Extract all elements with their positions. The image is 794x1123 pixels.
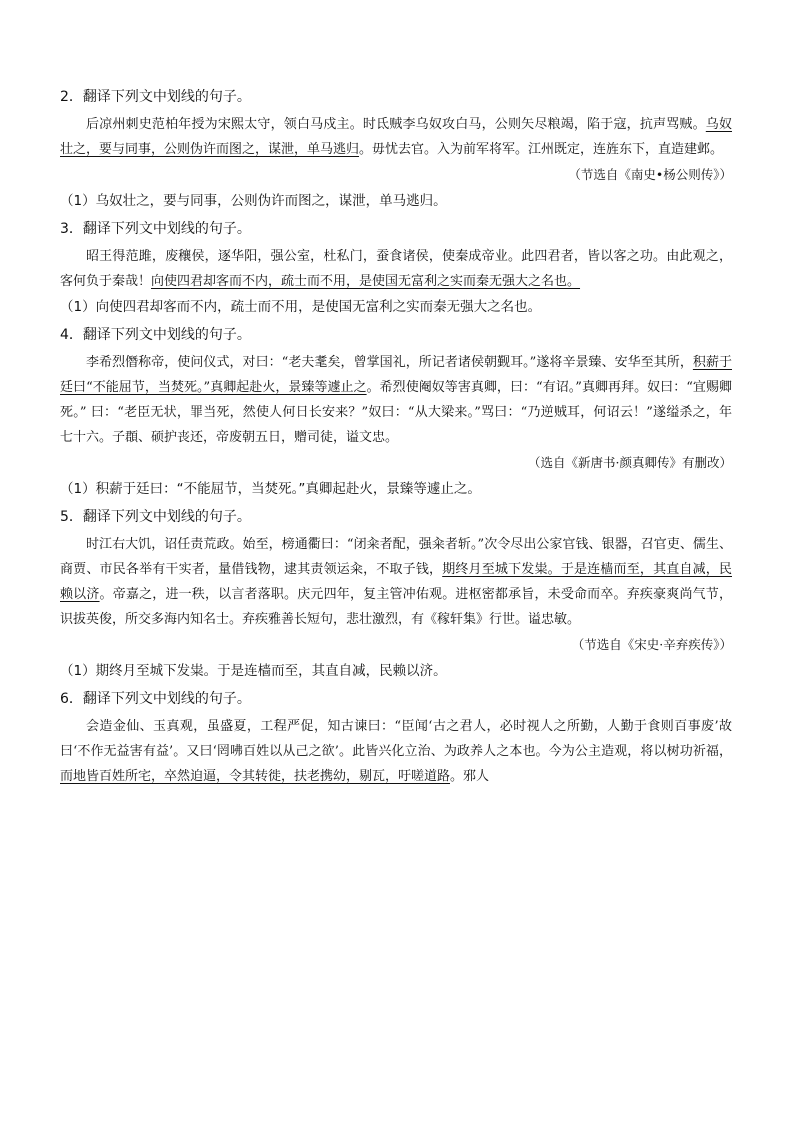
source-citation: （选自《新唐书·颜真卿传》有删改） — [528, 455, 732, 470]
passage-segment: 。希烈使阉奴等害真卿，曰：“有诏。”真卿再拜。奴曰：“宜赐卿死。” 曰：“老臣无状，罪当死，然使人何日长安来？”奴曰：“从大梁来。”骂曰：“乃逆贼耳，何诏云！”遂缢杀之，年七十六。子頵、硕护丧还，帝废朝五日，赠司徒，谥文忠。 — [60, 380, 732, 445]
passage-text — [60, 532, 732, 632]
question-title: 6．翻译下列文中划线的句子。 — [60, 691, 251, 707]
underlined-sentence: 而地皆百姓所宅，卒然迫逼，令其转徙，扶老携幼，剔瓦，吁嗟道路 — [60, 769, 451, 784]
passage-segment: 李希烈僭称帝，使问仪式，对曰：“老夫耄矣，曾掌国礼，所记者诸侯朝觐耳。”遂将辛景臻、安华至其所， — [86, 355, 693, 370]
underlined-sentence: 积薪于廷曰“不能屈节，当焚死。”真卿起赴火，景臻等遽止之 — [60, 355, 732, 395]
passage-segment: 。帝嘉之，进一秩，以言者落职。庆元四年，复主管冲佑观。进枢密都承旨，未受命而卒。弃疾豪爽尚气节，识拔英俊，所交多海内知名士。弃疾雅善长短句，悲壮激烈，有《稼轩集》行世。谥忠敏。 — [60, 587, 732, 627]
translation-item: （1）乌奴壮之，要与同事，公则伪许而图之，谋泄，单马逃归。 — [60, 193, 447, 209]
passage-segment: 会造金仙、玉真观，虽盛夏，工程严促，知古谏曰：“臣闻‘古之君人，必时视人之所勤，人勤于食则百事废’故曰‘不作无益害有益’。又曰‘罔咈百姓以从己之欲’。此皆兴化立治、为政养人之本也。今为公主造观，将以树功祈福， — [60, 719, 732, 759]
question-section — [60, 506, 732, 682]
document-page — [60, 86, 732, 789]
question-title: 5．翻译下列文中划线的句子。 — [60, 509, 251, 525]
question-title: 2．翻译下列文中划线的句子。 — [60, 89, 251, 105]
passage-text — [60, 244, 732, 294]
source-citation: （节选自《宋史·辛弃疾传》） — [571, 637, 732, 652]
question-section — [60, 218, 732, 318]
translation-item: （1）积薪于廷曰：“不能屈节，当焚死。”真卿起赴火，景臻等遽止之。 — [60, 481, 481, 497]
question-title: 4．翻译下列文中划线的句子。 — [60, 327, 251, 343]
translation-item: （1）期终月至城下发粜。于是连樯而至，其直自减，民赖以济。 — [60, 663, 447, 679]
passage-segment: 昭王得范雎，废穰侯，逐华阳，强公室，杜私门，蚕食诸侯，使秦成帝业。此四君者，皆以客之功。由此观之，客何负于秦哉！ — [60, 249, 732, 289]
question-section — [60, 86, 732, 212]
passage-segment: 。毋忧去官。入为前军将军。江州既定，连旌东下，直造建邺。 — [359, 142, 724, 157]
underlined-sentence: 乌奴壮之，要与同事，公则伪许而图之，谋泄，单马逃归 — [60, 117, 732, 157]
passage-segment: 。邪人 — [450, 769, 490, 784]
question-title: 3．翻译下列文中划线的句子。 — [60, 221, 251, 237]
passage-text — [60, 112, 732, 162]
question-section — [60, 324, 732, 500]
passage-segment: 时江右大饥，诏任责荒政。始至，榜通衢曰：“闭籴者配，强籴者斩。”次令尽出公家官钱、银器，召官吏、儒生、商贾、市民各举有干实者，量借钱物，逮其责领运籴，不取子钱， — [60, 537, 732, 577]
translation-item: （1）向使四君却客而不内，疏士而不用，是使国无富利之实而秦无强大之名也。 — [60, 299, 542, 315]
underlined-sentence: 期终月至城下发粜。于是连樯而至，其直自减，民赖以济 — [60, 562, 732, 602]
passage-text — [60, 350, 732, 450]
passage-text — [60, 714, 732, 789]
underlined-sentence: 向使四君却客而不内，疏士而不用，是使国无富利之实而秦无强大之名也。 — [151, 274, 581, 289]
passage-segment: 后凉州刺史范柏年授为宋熙太守，领白马戍主。时氐贼李乌奴攻白马，公则矢尽粮竭，陷于寇，抗声骂贼。 — [86, 117, 706, 132]
question-section — [60, 688, 732, 789]
source-citation: （节选自《南史•杨公则传》） — [568, 167, 732, 182]
